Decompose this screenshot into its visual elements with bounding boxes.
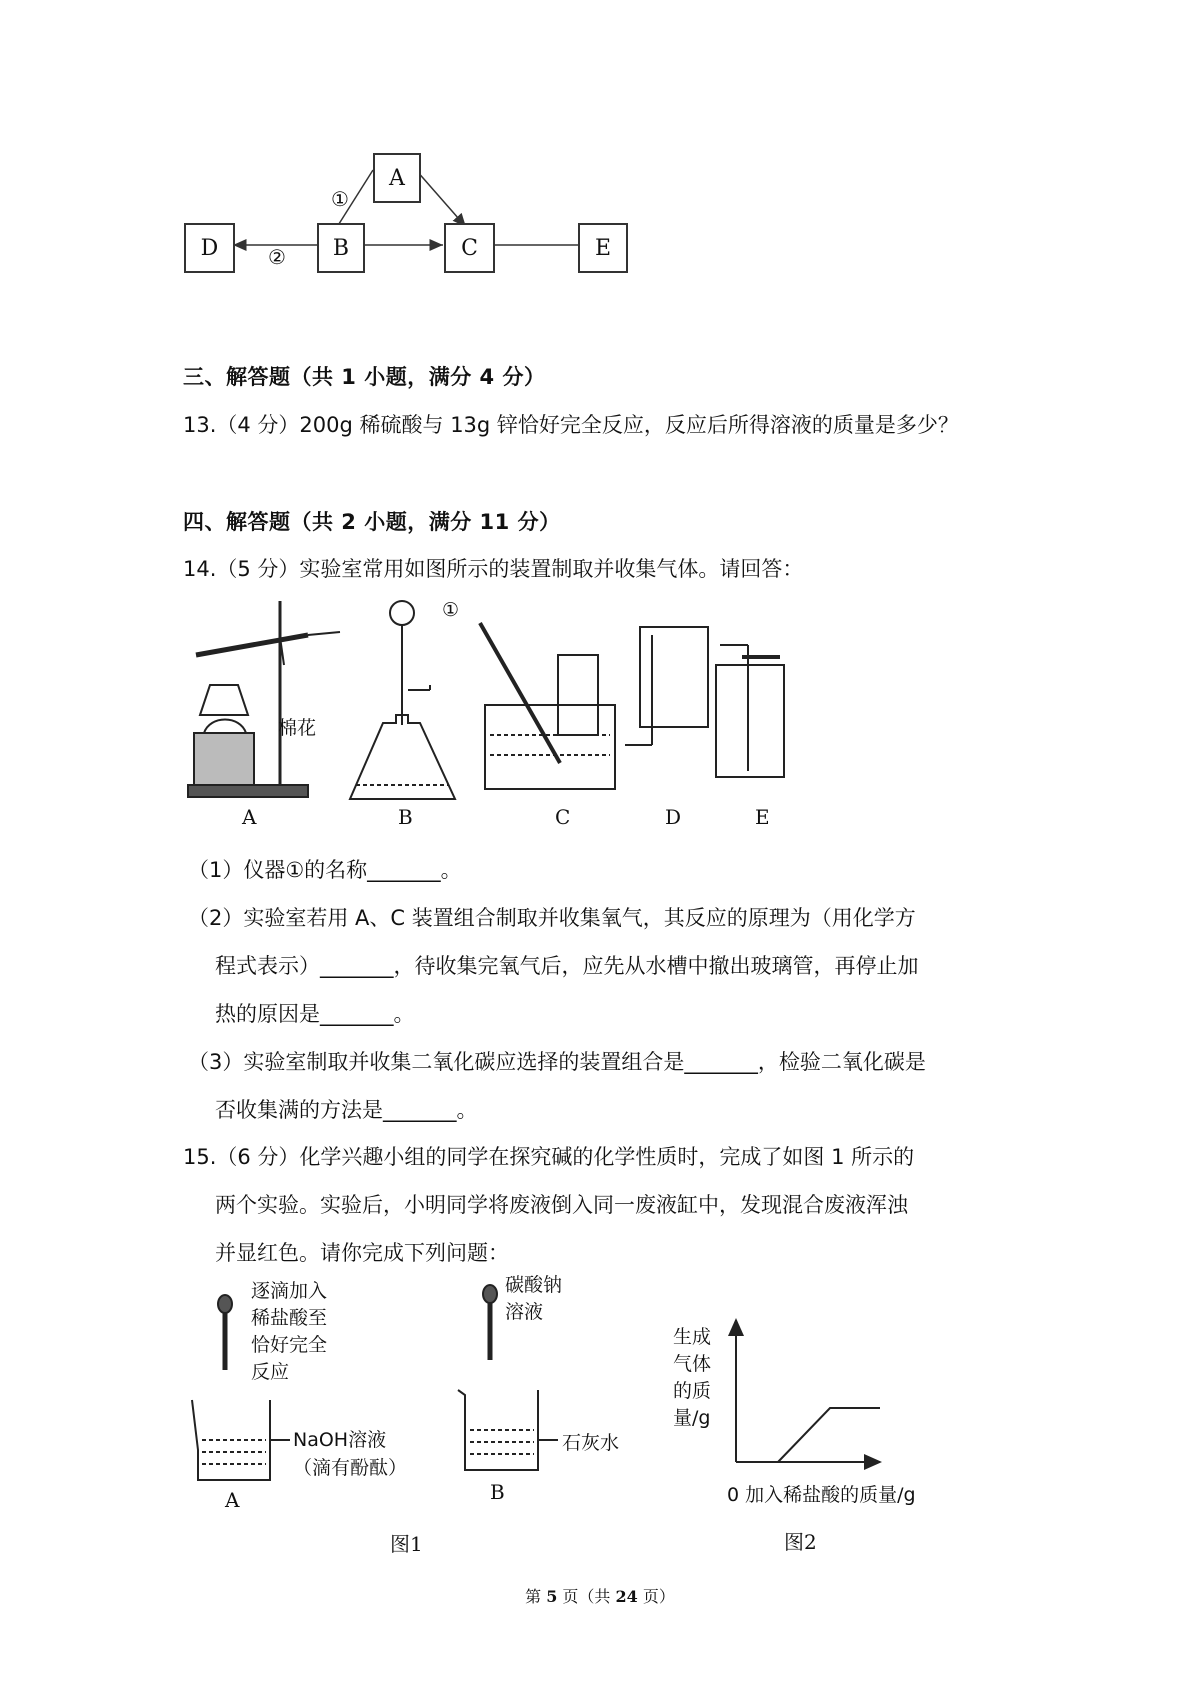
dropper-a-bulb xyxy=(218,1295,232,1313)
wood-block xyxy=(194,733,254,785)
dropper-a-text-4: 反应 xyxy=(251,1361,290,1383)
mark-one: ① xyxy=(331,187,349,211)
gas-jar-c xyxy=(558,655,598,735)
q14-sub3-line1: （3）实验室制取并收集二氧化碳应选择的装置组合是_______，检验二氧化碳是 xyxy=(188,1050,926,1074)
stand-base xyxy=(188,785,308,797)
fig2-xlabel: 0 加入稀盐酸的质量/g xyxy=(727,1484,916,1506)
dropper-a-text-3: 恰好完全 xyxy=(251,1334,328,1356)
beaker-a-text xyxy=(293,1426,407,1482)
q15-line2: 两个实验。实验后，小明同学将废液倒入同一废液缸中，发现混合废液浑浊 xyxy=(215,1193,908,1217)
box-c: C xyxy=(444,223,495,273)
footer-prefix: 第 xyxy=(525,1587,542,1606)
beaker-b-text: 石灰水 xyxy=(562,1432,620,1454)
section4-heading: 四、解答题（共 2 小题，满分 11 分） xyxy=(183,510,561,534)
figure-2 xyxy=(670,1300,970,1570)
q15-line1: 15.（6 分）化学兴趣小组的同学在探究碱的化学性质时，完成了如图 1 所示的 xyxy=(183,1145,915,1169)
alcohol-lamp xyxy=(204,720,246,734)
section3-heading: 三、解答题（共 1 小题，满分 4 分） xyxy=(183,365,546,389)
fig2-ylabel-2: 气体 xyxy=(673,1353,712,1375)
tube-c xyxy=(480,623,560,763)
question-14-stem: 14.（5 分）实验室常用如图所示的装置制取并收集气体。请回答： xyxy=(183,557,804,581)
dropper-a-text-1: 逐滴加入 xyxy=(251,1280,328,1302)
footer-middle: 页（共 xyxy=(562,1587,611,1606)
q14-sub1: （1）仪器①的名称_______。 xyxy=(188,858,462,882)
flask xyxy=(350,715,455,799)
dropper-a-text xyxy=(251,1278,327,1386)
mark-two: ② xyxy=(268,245,286,269)
footer-total-pages: 24 xyxy=(615,1587,638,1606)
question-13: 13.（4 分）200g 稀硫酸与 13g 锌恰好完全反应，反应后所得溶液的质量是多少？ xyxy=(183,413,959,437)
funnel-bulb xyxy=(390,601,414,625)
box-e: E xyxy=(578,223,628,273)
figure-1-drawing xyxy=(180,1270,640,1520)
footer-suffix: 页） xyxy=(642,1587,675,1606)
label-b: B xyxy=(398,805,413,829)
dropper-b-text-2: 溶液 xyxy=(505,1301,544,1323)
gas-curve xyxy=(778,1408,880,1462)
label-a: A xyxy=(242,805,257,829)
box-d: D xyxy=(184,223,235,273)
q15-line3: 并显红色。请你完成下列问题： xyxy=(215,1241,509,1265)
arrow-a-c xyxy=(416,170,466,227)
page-footer xyxy=(0,1584,1200,1607)
dropper-b-text-1: 碳酸钠 xyxy=(505,1274,563,1296)
apparatus-figure xyxy=(180,595,860,835)
beaker-a-text-1: NaOH溶液 xyxy=(293,1429,387,1451)
label-c: C xyxy=(555,805,571,829)
bottle-d xyxy=(640,627,708,727)
q14-sub2-line2: 程式表示）_______，待收集完氧气后，应先从水槽中撤出玻璃管，再停止加 xyxy=(215,954,919,978)
label-mark1: ① xyxy=(442,599,460,621)
beaker-a-text-2: （滴有酚酞） xyxy=(293,1457,408,1479)
box-b: B xyxy=(317,223,365,273)
dropper-b-bulb xyxy=(483,1285,497,1303)
fig1-label-b: B xyxy=(490,1480,505,1504)
label-d: D xyxy=(665,805,682,829)
fig2-caption: 图2 xyxy=(784,1530,817,1554)
label-e: E xyxy=(755,805,770,829)
figure-2-graph xyxy=(670,1300,970,1510)
fig2-ylabel xyxy=(673,1324,711,1432)
fig1-label-a: A xyxy=(225,1488,240,1512)
fig2-ylabel-1: 生成 xyxy=(673,1326,712,1348)
flow-diagram xyxy=(0,0,700,300)
label-cotton: 棉花 xyxy=(278,717,317,739)
lamp-body xyxy=(200,685,248,715)
q14-sub3-line2: 否收集满的方法是_______。 xyxy=(215,1098,478,1122)
dropper-a-text-2: 稀盐酸至 xyxy=(251,1307,328,1329)
dropper-b-text xyxy=(505,1272,562,1326)
delivery-tube xyxy=(308,632,340,635)
q14-sub2-line1: （2）实验室若用 A、C 装置组合制取并收集氧气，其反应的原理为（用化学方 xyxy=(188,906,916,930)
fig1-caption: 图1 xyxy=(390,1532,423,1556)
box-a: A xyxy=(373,153,421,203)
bottle-e xyxy=(716,665,784,777)
q14-sub2-line3: 热的原因是_______。 xyxy=(215,1002,415,1026)
fig2-ylabel-4: 量/g xyxy=(673,1407,711,1429)
footer-page-number: 5 xyxy=(546,1587,558,1606)
test-tube xyxy=(196,635,308,655)
figure-1 xyxy=(180,1270,640,1570)
fig2-ylabel-3: 的质 xyxy=(673,1380,712,1402)
